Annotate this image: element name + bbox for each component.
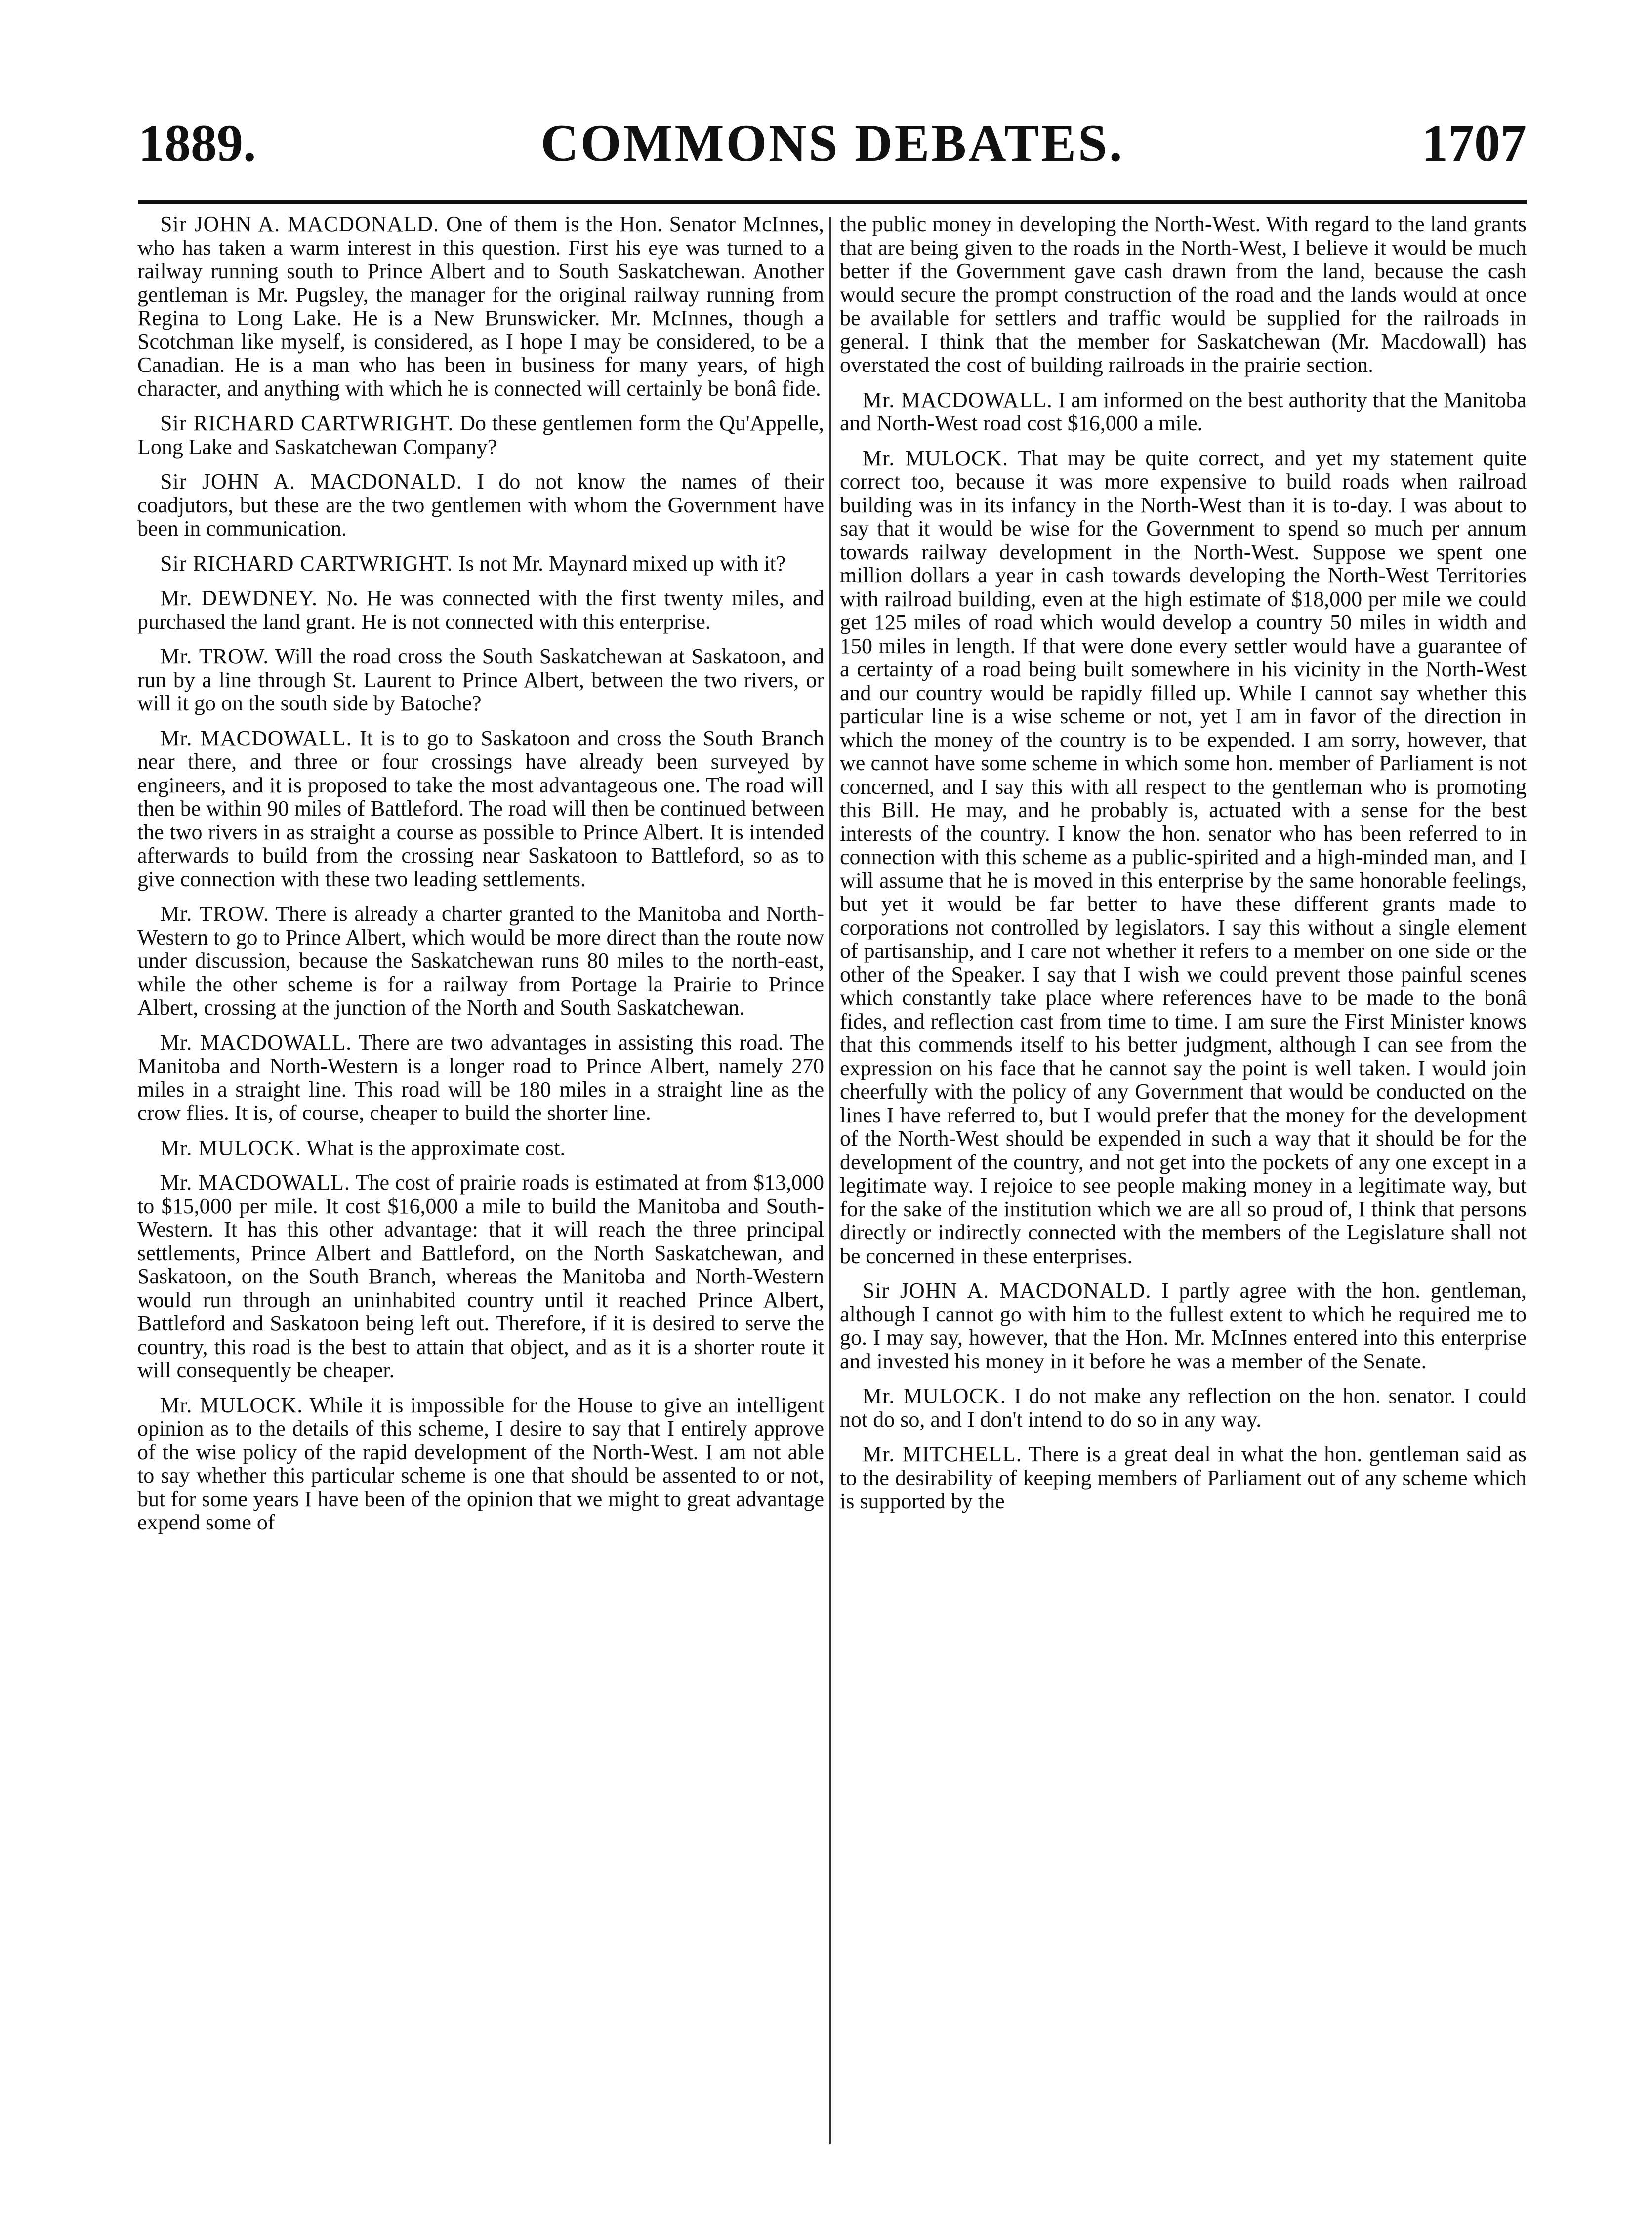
paragraph — [137, 645, 824, 715]
speaker-name: Sir JOHN A. MACDONALD. — [160, 212, 440, 236]
paragraph — [840, 1384, 1527, 1431]
paragraph — [137, 552, 824, 576]
speech-text: I do not make any reflection on the hon. senator. I could not do so, and I don't intend to do so in any way. — [840, 1384, 1527, 1432]
speech-text: I am informed on the best authority that the Manitoba and North-West road cost $16,000 a mile. — [840, 387, 1527, 435]
speaker-name: Sir RICHARD CARTWRIGHT. — [160, 551, 453, 576]
speech-text: One of them is the Hon. Senator McInnes, who has taken a warm interest in this question. First his eye was turned to a railway running south to Prince Albert and to South Saskatchewan. Another gentleman is Mr. Pugsley, the manager for the original railway running from Regina to Long Lake. He is a New Brunswicker. Mr. McInnes, though a Scotchman like myself, is considered, as I hope I may be considered, to be a Canadian. He is a man who has been in business for many years, of high character, and anything with which he is connected will certainly be bonâ fide. — [137, 212, 824, 401]
paragraph — [137, 212, 824, 400]
paragraph — [137, 412, 824, 458]
header-year: 1889. — [138, 114, 256, 172]
column-divider — [829, 217, 831, 2144]
speaker-name: Mr. TROW. — [160, 902, 269, 926]
speaker-name: Sir RICHARD CARTWRIGHT. — [160, 411, 454, 435]
speech-text: There is already a charter granted to the Manitoba and North-Western to go to Prince Albert, which would be more direct than the route now under discussion, because the Saskatchewan runs 80 miles to the north-east, while the other scheme is for a railway from Portage la Prairie to Prince Albert, crossing at the junction of the North and South Saskatchewan. — [137, 902, 824, 1020]
paragraph — [137, 1394, 824, 1534]
paragraph — [840, 212, 1527, 377]
speech-text: Is not Mr. Maynard mixed up with it? — [458, 551, 786, 576]
header-page-number: 1707 — [1422, 114, 1527, 172]
speech-text: It is to go to Saskatoon and cross the South Branch near there, and three or four crossings have already been surveyed by engineers, and it is proposed to take the most advantageous one. The road will then be within 90 miles of Battleford. The road will then be continued between the two rivers in as straight a course as possible to Prince Albert. It is intended afterwards to build from the crossing near Saskatoon to Battleford, so as to give connection with these two leading settlements. — [137, 726, 824, 891]
left-column — [137, 212, 824, 2149]
speaker-name: Mr. DEWDNEY. — [160, 586, 318, 610]
speaker-name: Mr. MACDOWALL. — [160, 1030, 352, 1055]
speaker-name: Mr. MITCHELL. — [863, 1442, 1022, 1466]
paragraph — [840, 1279, 1527, 1373]
speech-text: There are two advantages in assisting this road. The Manitoba and North-Western is a longer road to Prince Albert, namely 270 miles in a straight line. This road will be 180 miles in a straight line as the crow flies. It is, of course, cheaper to build the shorter line. — [137, 1030, 824, 1125]
speaker-name: Mr. MULOCK. — [160, 1393, 303, 1417]
speech-text: the public money in developing the North-West. With regard to the land grants that are being given to the roads in the North-West, I believe it would be much better if the Government gave cash drawn from the land, because the cash would secure the prompt construction of the road and the lands would at once be available for settlers and traffic would be supplied for the railroads in general. I think that the member for Saskatchewan (Mr. Macdowall) has overstated the cost of building railroads in the prairie section. — [840, 212, 1527, 377]
paragraph — [840, 1443, 1527, 1513]
header-title: COMMONS DEBATES. — [540, 114, 1124, 172]
speaker-name: Sir JOHN A. MACDONALD. — [160, 469, 462, 494]
paragraph — [840, 388, 1527, 435]
speech-text: No. He was connected with the first twenty miles, and purchased the land grant. He is not connected with this enterprise. — [137, 586, 824, 634]
speech-text: There is a great deal in what the hon. gentleman said as to the desirability of keeping members of Parliament out of any scheme which is supported by the — [840, 1442, 1527, 1513]
speaker-name: Mr. MULOCK. — [160, 1135, 302, 1160]
paragraph — [137, 1031, 824, 1125]
page-header — [138, 109, 1527, 188]
speech-text: What is the approximate cost. — [306, 1135, 566, 1160]
paragraph — [137, 1136, 824, 1160]
speech-text: That may be quite correct, and yet my statement quite correct too, because it was more expensive to build roads when railroad building was in its infancy in the North-West than it is to-day. I was about to say that it would be wise for the Government to spend so much per annum towards railway development in the North-West. Suppose we spent one million dollars a year in cash towards developing the North-West Territories with railroad building, even at the high estimate of $18,000 per mile we could get 125 miles of road which would develop a country 50 miles in width and 150 miles in length. If that were done every settler would have a guarantee of a certainty of a road being built somewhere in his vicinity in the North-West and our country would be rapidly filled up. While I cannot say whether this particular line is a wise scheme or not, yet I am in favor of the direction in which the money of the country is to be expended. I am sorry, however, that we cannot have some scheme in which some hon. member of Parliament is not concerned, and I say this with all respect to the gentleman who is promoting this Bill. He may, and he probably is, actuated with a sense for the best interests of the country. I know the hon. senator who has been referred to in connection with this scheme as a public-spirited and a high-minded man, and I will assume that he is moved in this enterprise by the same honorable feelings, but yet it would be far better to have these different grants made to corporations not controlled by legislators. I say this without a single element of partisanship, and I care not whether it refers to a member on one side or the other of the Speaker. I say that I wish we could prevent those painful scenes which constantly take place where references have to be made to the bonâ fides, and reflection cast from time to time. I am sure the First Minister knows that this commends itself to his better judgment, although I can see from the expression on his face that he cannot say the point is well taken. I would join cheerfully with the policy of any Government that would be conducted on the lines I have referred to, but I would prefer that the money for the development of the North-West should be expended in such a way that it should be for the development of the country, and not get into the pockets of any one except in a legitimate way. I rejoice to see people making money in a legitimate way, but for the sake of the institution which we are all so proud of, I think that persons directly or indirectly connected with the members of the Legislature shall not be concerned in these enterprises. — [840, 446, 1527, 1268]
speaker-name: Mr. MACDOWALL. — [160, 726, 352, 750]
right-column — [840, 212, 1527, 2149]
paragraph — [137, 470, 824, 540]
speaker-name: Mr. MULOCK. — [863, 446, 1009, 470]
paragraph — [137, 727, 824, 891]
speech-text: While it is impossible for the House to give an intelligent opinion as to the details of this scheme, I desire to say that I entirely approve of the wise policy of the rapid development of the North-West. I am not able to say whether this particular scheme is one that should be assented to or not, but for some years I have been of the opinion that we might to great advantage expend some of — [137, 1393, 824, 1534]
paragraph — [137, 1171, 824, 1382]
paragraph — [137, 902, 824, 1020]
speech-text: I partly agree with the hon. gentleman, although I cannot go with him to the fullest extent to which he required me to go. I may say, however, that the Hon. Mr. McInnes entered into this enterprise and invested his money in it before he was a member of the Senate. — [840, 1279, 1527, 1373]
speech-text: Do these gentlemen form the Qu'Appelle, Long Lake and Saskatchewan Company? — [137, 411, 824, 459]
speaker-name: Mr. TROW. — [160, 644, 269, 668]
header-rule — [138, 200, 1527, 204]
speech-text: I do not know the names of their coadjutors, but these are the two gentlemen with whom the Government have been in communication. — [137, 469, 824, 540]
speaker-name: Sir JOHN A. MACDONALD. — [863, 1279, 1152, 1303]
speech-text: The cost of prairie roads is estimated at from $13,000 to $15,000 per mile. It cost $16,000 a mile to build the Manitoba and South-Western. It has this other advantage: that it will reach the three principal settlements, Prince Albert and Battleford, on the North Saskatchewan, and Saskatoon, on the South Branch, whereas the Manitoba and North-Western would run through an uninhabited country until it reached Prince Albert, Battleford and Saskatoon being left out. Therefore, if it is desired to serve the country, this road is the best to attain that object, and as it is a shorter route it will consequently be cheaper. — [137, 1170, 824, 1382]
speech-text: Will the road cross the South Saskatchewan at Saskatoon, and run by a line through St. Laurent to Prince Albert, between the two rivers, or will it go on the south side by Batoche? — [137, 644, 824, 715]
paragraph — [137, 586, 824, 633]
speaker-name: Mr. MACDOWALL. — [863, 387, 1053, 412]
speaker-name: Mr. MACDOWALL. — [160, 1170, 350, 1195]
speaker-name: Mr. MULOCK. — [863, 1384, 1006, 1408]
paragraph — [840, 447, 1527, 1268]
